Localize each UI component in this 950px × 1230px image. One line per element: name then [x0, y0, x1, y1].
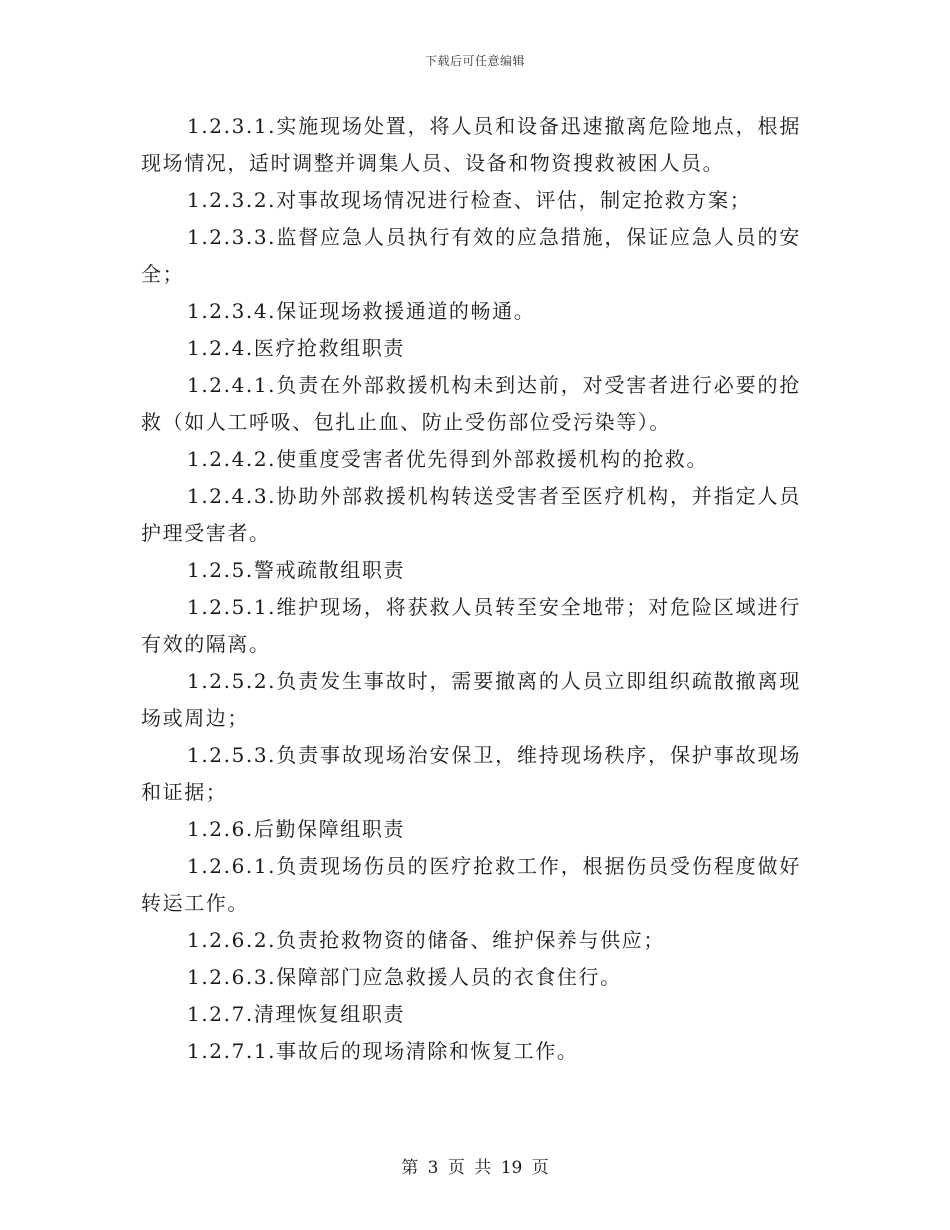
page-header: 下载后可任意编辑: [424, 54, 525, 68]
page-number-footer: 第 3 页 共 19 页: [401, 1158, 549, 1178]
paragraph-1-2-4-2: 1.2.4.2.使重度受害者优先得到外部救援机构的抢救。: [187, 447, 709, 471]
paragraph-1-2-3-4: 1.2.3.4.保证现场救援通道的畅通。: [187, 299, 536, 323]
paragraph-1-2-4-3: 1.2.4.3.协助外部救援机构转送受害者至医疗机构，并指定人员护理受害者。: [141, 484, 801, 545]
section-heading-1-2-5: 1.2.5.警戒疏散组职责: [187, 558, 406, 582]
paragraph-1-2-5-2: 1.2.5.2.负责发生事故时，需要撤离的人员立即组织疏散撤离现场或周边；: [141, 669, 801, 730]
paragraph-1-2-5-3: 1.2.5.3.负责事故现场治安保卫，维持现场秩序，保护事故现场和证据；: [141, 743, 801, 804]
section-heading-1-2-4: 1.2.4.医疗抢救组职责: [187, 336, 406, 360]
paragraph-1-2-6-3: 1.2.6.3.保障部门应急救援人员的衣食住行。: [187, 965, 622, 989]
section-heading-1-2-7: 1.2.7.清理恢复组职责: [187, 1002, 406, 1026]
document-body: [141, 108, 801, 1070]
paragraph-1-2-4-1: 1.2.4.1.负责在外部救援机构未到达前，对受害者进行必要的抢救（如人工呼吸、包扎止血、防止受伤部位受污染等）。: [141, 373, 801, 434]
paragraph-1-2-6-2: 1.2.6.2.负责抢救物资的储备、维护保养与供应；: [187, 928, 665, 952]
paragraph-1-2-5-1: 1.2.5.1.维护现场，将获救人员转至安全地带；对危险区域进行有效的隔离。: [141, 595, 801, 656]
paragraph-1-2-6-1: 1.2.6.1.负责现场伤员的医疗抢救工作，根据伤员受伤程度做好转运工作。: [141, 854, 801, 915]
section-heading-1-2-6: 1.2.6.后勤保障组职责: [187, 817, 406, 841]
paragraph-1-2-3-3: 1.2.3.3.监督应急人员执行有效的应急措施，保证应急人员的安全；: [141, 225, 801, 286]
paragraph-1-2-7-1: 1.2.7.1.事故后的现场清除和恢复工作。: [187, 1039, 579, 1063]
paragraph-1-2-3-1: 1.2.3.1.实施现场处置，将人员和设备迅速撤离危险地点，根据现场情况，适时调整并调集人员、设备和物资搜救被困人员。: [141, 114, 801, 175]
paragraph-1-2-3-2: 1.2.3.2.对事故现场情况进行检查、评估，制定抢救方案；: [187, 188, 752, 212]
